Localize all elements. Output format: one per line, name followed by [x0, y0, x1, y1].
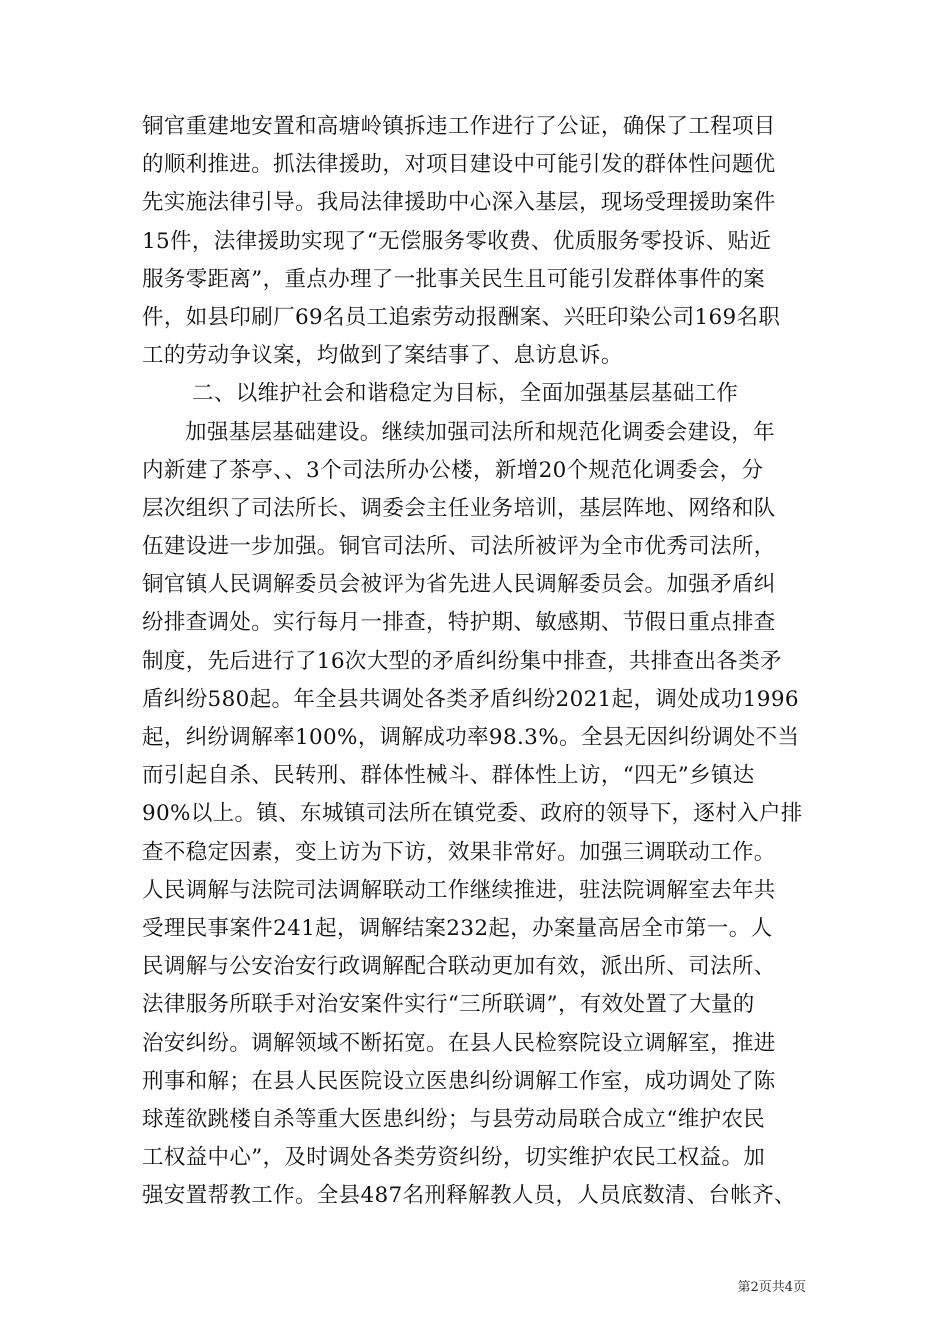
text-line: 人民调解与法院司法调解联动工作继续推进，驻法院调解室去年共	[142, 877, 776, 903]
text-line: 纷排查调处。实行每月一排查，特护期、敏感期、节假日重点排查	[142, 610, 776, 636]
text-line: 民调解与公安治安行政调解配合联动更加有效，派出所、司法所、	[142, 954, 776, 980]
text-line: 铜官镇人民调解委员会被评为省先进人民调解委员会。加强矛盾纠	[142, 572, 776, 598]
text-line: 刑事和解；在县人民医院设立医患纠纷调解工作室，成功调处了陈	[142, 1068, 776, 1094]
section-heading: 二、以维护社会和谐稳定为目标，全面加强基层基础工作	[192, 381, 739, 407]
text-line: 服务零距离”，重点办理了一批事关民生且可能引发群体事件的案	[142, 266, 766, 292]
text-line: 内新建了茶亭、、3个司法所办公楼，新增20个规范化调委会，分	[142, 457, 764, 483]
text-line: 铜官重建地安置和高塘岭镇拆违工作进行了公证，确保了工程项目	[142, 114, 776, 139]
text-line: 件，如县印刷厂69名员工追索劳动报酬案、兴旺印染公司169名职	[142, 304, 781, 330]
text-line: 受理民事案件241起，调解结案232起，办案量高居全市第一。人	[142, 915, 773, 941]
text-line: 15件，法律援助实现了“无偿服务零收费、优质服务零投诉、贴近	[142, 228, 772, 254]
text-line: 起，纠纷调解率100%，调解成功率98.3%。全县无因纠纷调处不当	[142, 725, 800, 750]
paragraph-start-line: 加强基层基础建设。继续加强司法所和规范化调委会建设，年	[185, 419, 775, 445]
text-line: 工权益中心”，及时调处各类劳资纠纷，切实维护农民工权益。加	[142, 1145, 766, 1171]
text-line: 制度，先后进行了16次大型的矛盾纠纷集中排查，共排查出各类矛	[142, 648, 782, 674]
text-line: 查不稳定因素，变上访为下访，效果非常好。加强三调联动工作。	[142, 839, 776, 865]
text-line: 层次组织了司法所长、调委会主任业务培训，基层阵地、网络和队	[142, 495, 776, 521]
text-line: 伍建设进一步加强。铜官司法所、司法所被评为全市优秀司法所，	[142, 534, 776, 560]
text-line: 工的劳动争议案，均做到了案结事了、息访息诉。	[142, 343, 623, 369]
text-line: 先实施法律引导。我局法律援助中心深入基层，现场受理援助案件	[142, 190, 776, 216]
text-line: 90%以上。镇、东城镇司法所在镇党委、政府的领导下，逐村入户排	[142, 801, 803, 827]
text-line: 法律服务所联手对治安案件实行“三所联调”，有效处置了大量的	[142, 992, 755, 1018]
text-line: 盾纠纷580起。年全县共调处各类矛盾纠纷2021起，调处成功1996	[142, 686, 799, 712]
page-number: 第2页共4页	[737, 1280, 806, 1295]
body-text	[142, 108, 814, 1215]
text-line: 而引起自杀、民转刑、群体性械斗、群体性上访，“四无”乡镇达	[142, 763, 755, 789]
text-line: 球莲欲跳楼自杀等重大医患纠纷；与县劳动局联合成立“维护农民	[142, 1106, 766, 1132]
text-line: 强安置帮教工作。全县487名刑释解教人员，人员底数清、台帐齐、	[142, 1183, 796, 1209]
text-line: 治安纠纷。调解领域不断拓宽。在县人民检察院设立调解室，推进	[142, 1030, 776, 1056]
text-line: 的顺利推进。抓法律援助，对项目建设中可能引发的群体性问题优	[142, 152, 776, 178]
